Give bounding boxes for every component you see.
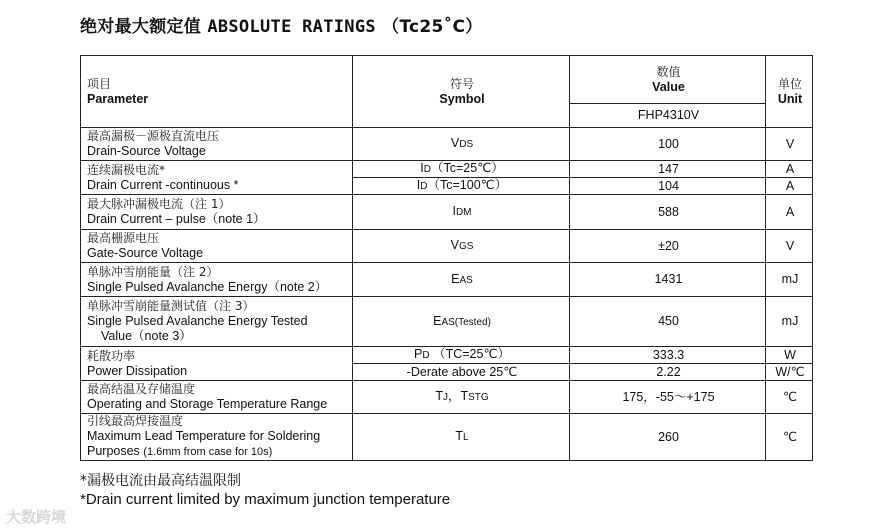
param-zh: 最高漏极－源极直流电压 bbox=[87, 129, 220, 143]
param-cell bbox=[81, 347, 353, 381]
header-symbol-zh: 符号 bbox=[449, 76, 474, 91]
param-zh: 引线最高焊接温度 bbox=[87, 414, 184, 428]
param-cell bbox=[81, 161, 353, 195]
table-row bbox=[81, 195, 813, 230]
unit-cell: W/℃ bbox=[766, 364, 813, 381]
symbol-cell: VDS bbox=[353, 128, 570, 161]
table-row bbox=[81, 297, 813, 347]
header-parameter-zh: 项目 bbox=[87, 76, 112, 91]
footnote-zh: *漏极电流由最高结温限制 bbox=[80, 473, 241, 489]
title-condition: （Tc25˚C） bbox=[382, 17, 483, 37]
header-parameter-en: Parameter bbox=[87, 91, 149, 106]
param-cell bbox=[81, 263, 353, 297]
value-cell: 1431 bbox=[570, 263, 766, 297]
symbol-cell: ID（Tc=100℃） bbox=[353, 178, 570, 195]
header-parameter bbox=[81, 56, 353, 128]
value-cell: 104 bbox=[570, 178, 766, 195]
unit-cell: A bbox=[766, 161, 813, 178]
ratings-table bbox=[80, 55, 813, 461]
param-en-cont: Purposes bbox=[87, 444, 140, 458]
unit-cell: V bbox=[766, 128, 813, 161]
table-row bbox=[81, 381, 813, 414]
param-zh: 连续漏极电流* bbox=[87, 162, 166, 177]
param-en: Operating and Storage Temperature Range bbox=[87, 397, 328, 411]
param-zh: 最高结温及存储温度 bbox=[87, 382, 196, 396]
param-en: Drain Current – pulse（note 1） bbox=[87, 212, 266, 226]
value-cell: 2.22 bbox=[570, 364, 766, 381]
unit-cell: ℃ bbox=[766, 381, 813, 414]
param-zh: 单脉冲雪崩能量测试值（注 3） bbox=[87, 299, 255, 313]
header-unit-en: Unit bbox=[777, 91, 803, 106]
param-en: Maximum Lead Temperature for Soldering bbox=[87, 429, 321, 443]
param-zh: 最高栅源电压 bbox=[87, 231, 160, 245]
param-cell bbox=[81, 230, 353, 263]
unit-cell: A bbox=[766, 178, 813, 195]
symbol-cell: TJ，TSTG bbox=[353, 381, 570, 414]
header-value-zh: 数值 bbox=[656, 64, 681, 79]
value-cell: 147 bbox=[570, 161, 766, 178]
header-value-en: Value bbox=[652, 79, 685, 94]
unit-cell: A bbox=[766, 195, 813, 230]
param-en: Single Pulsed Avalanche Energy（note 2） bbox=[87, 279, 328, 294]
unit-cell: V bbox=[766, 230, 813, 263]
param-en: Drain-Source Voltage bbox=[87, 144, 206, 158]
param-zh: 耗散功率 bbox=[87, 348, 136, 363]
value-cell: 260 bbox=[570, 414, 766, 461]
header-unit-zh: 单位 bbox=[777, 76, 802, 91]
param-cell bbox=[81, 128, 353, 161]
unit-cell: ℃ bbox=[766, 414, 813, 461]
param-cell bbox=[81, 381, 353, 414]
header-model: FHP4310V bbox=[570, 104, 766, 128]
param-en-cont: Value（note 3） bbox=[101, 329, 192, 343]
unit-cell: mJ bbox=[766, 263, 813, 297]
param-zh: 单脉冲雪崩能量（注 2） bbox=[87, 264, 219, 279]
symbol-cell: EAS(Tested) bbox=[353, 297, 570, 347]
symbol-cell: VGS bbox=[353, 230, 570, 263]
param-note: (1.6mm from case for 10s) bbox=[143, 446, 273, 458]
title-en: ABSOLUTE RATINGS bbox=[207, 17, 376, 37]
table-row bbox=[81, 414, 813, 461]
header-symbol-en: Symbol bbox=[439, 91, 485, 106]
page-title bbox=[80, 12, 483, 37]
symbol-cell: ID（Tc=25℃） bbox=[353, 161, 570, 178]
symbol-cell: TL bbox=[353, 414, 570, 461]
value-cell: 588 bbox=[570, 195, 766, 230]
table-row bbox=[81, 230, 813, 263]
table-row bbox=[81, 161, 813, 178]
value-cell: 333.3 bbox=[570, 347, 766, 364]
header-value bbox=[570, 56, 766, 104]
value-cell: 100 bbox=[570, 128, 766, 161]
unit-cell: mJ bbox=[766, 297, 813, 347]
title-zh: 绝对最大额定值 bbox=[80, 17, 202, 37]
value-cell: 450 bbox=[570, 297, 766, 347]
table-row bbox=[81, 347, 813, 364]
value-cell: 175，-55～+175 bbox=[570, 381, 766, 414]
symbol-cell: PD （TC=25℃） bbox=[353, 347, 570, 364]
table-row bbox=[81, 263, 813, 297]
symbol-cell: -Derate above 25℃ bbox=[353, 364, 570, 381]
param-en: Single Pulsed Avalanche Energy Tested bbox=[87, 314, 308, 328]
param-cell bbox=[81, 297, 353, 347]
header-symbol bbox=[353, 56, 570, 128]
watermark: 大数跨境 bbox=[6, 508, 67, 526]
value-cell: ±20 bbox=[570, 230, 766, 263]
footnote-en: *Drain current limited by maximum junction temperature bbox=[80, 491, 451, 508]
param-zh: 最大脉冲漏极电流（注 1） bbox=[87, 197, 231, 211]
symbol-cell: EAS bbox=[353, 263, 570, 297]
param-en: Power Dissipation bbox=[87, 363, 188, 378]
param-en: Gate-Source Voltage bbox=[87, 246, 204, 260]
param-cell bbox=[81, 414, 353, 461]
unit-cell: W bbox=[766, 347, 813, 364]
param-cell bbox=[81, 195, 353, 230]
header-row bbox=[81, 56, 813, 104]
symbol-cell: IDM bbox=[353, 195, 570, 230]
header-unit bbox=[766, 56, 813, 128]
table-row bbox=[81, 128, 813, 161]
param-en: Drain Current -continuous * bbox=[87, 177, 239, 192]
